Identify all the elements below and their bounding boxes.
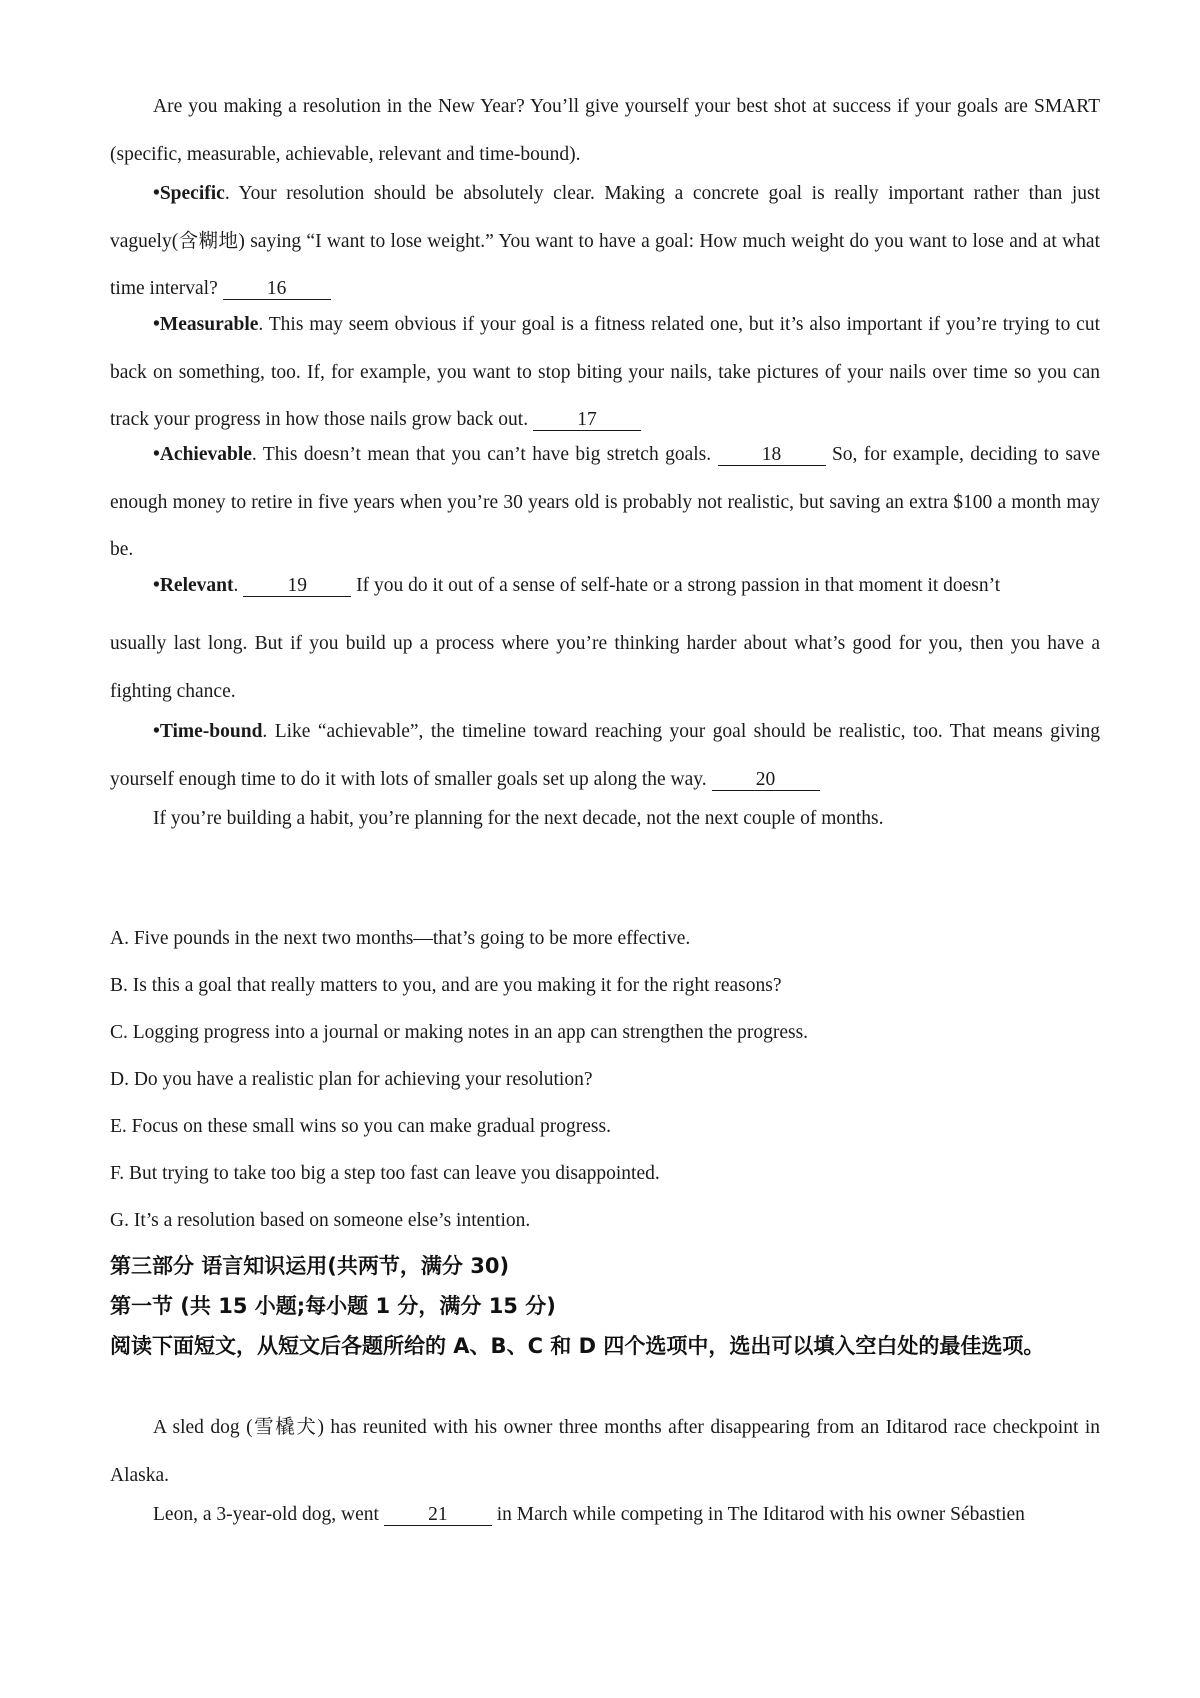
passage2-text: Leon, a 3-year-old dog, went — [153, 1504, 384, 1525]
blank-16: 16 — [223, 279, 331, 300]
section-instructions: 阅读下面短文，从短文后各题所给的 A、B、C 和 D 四个选项中，选出可以填入空白处的最佳选项。 — [110, 1334, 1045, 1358]
blank-17: 17 — [533, 410, 641, 431]
intro-paragraph: Are you making a resolution in the New Year? You’ll give yourself your best shot at success if your goals are SMART (specific, measurable, achievable, relevant and time-bound). — [110, 96, 1100, 165]
blank-21: 21 — [384, 1505, 492, 1526]
passage2-paragraph-2 — [110, 1491, 1100, 1539]
option-f: F. But trying to take too big a step too fast can leave you disappointed. — [110, 1163, 660, 1184]
specific-text: . Your resolution should be absolutely clear. Making a concrete goal is really important rather than just vaguely(含糊地) saying “I want to lose weight.” You want to have a goal: How much weight do you want to lose and at what time interval? — [110, 183, 1100, 299]
relevant-paragraph-cont: usually last long. But if you build up a process where you’re thinking harder about what’s good for you, then you have a fighting chance. — [110, 633, 1100, 702]
option-d: D. Do you have a realistic plan for achieving your resolution? — [110, 1069, 593, 1090]
achievable-text: . This doesn’t mean that you can’t have big stretch goals. — [251, 444, 718, 465]
part-three-title: 第三部分 语言知识运用(共两节，满分 30) — [110, 1254, 510, 1278]
option-e: E. Focus on these small wins so you can make gradual progress. — [110, 1116, 611, 1137]
measurable-paragraph — [110, 301, 1100, 444]
relevant-text-2: If you do it out of a sense of self-hate or a strong passion in that moment it doesn’t — [351, 575, 1001, 596]
achievable-term: •Achievable — [153, 444, 252, 465]
specific-paragraph — [110, 170, 1100, 313]
blank-18: 18 — [718, 445, 826, 466]
passage2-paragraph-1: A sled dog (雪橇犬) has reunited with his owner three months after disappearing from an Iditarod race checkpoint in Alaska. — [110, 1417, 1100, 1486]
option-a: A. Five pounds in the next two months—that’s going to be more effective. — [110, 928, 691, 949]
section-one-title: 第一节 (共 15 小题;每小题 1 分，满分 15 分) — [110, 1294, 556, 1318]
passage2-text-2: in March while competing in The Iditarod with his owner Sébastien — [491, 1504, 1025, 1525]
relevant-paragraph — [110, 562, 1100, 610]
time-bound-paragraph — [110, 708, 1100, 803]
achievable-text-2: So, for example, deciding to save enough money to retire in five years when you’re 30 years old is probably not realistic, but saving an extra $100 a month may be. — [110, 444, 1100, 560]
option-c: C. Logging progress into a journal or making notes in an app can strengthen the progress. — [110, 1022, 809, 1043]
measurable-text: . This may seem obvious if your goal is a fitness related one, but it’s also important if you’re trying to cut back on something, too. If, for example, you want to stop biting your nails, take pictures of your nails over time so you can track your progress in how those nails grow back out. — [110, 314, 1100, 430]
blank-19: 19 — [243, 576, 351, 597]
closing-paragraph: If you’re building a habit, you’re planning for the next decade, not the next couple of months. — [153, 808, 884, 829]
achievable-paragraph — [110, 431, 1100, 574]
relevant-text: . — [233, 575, 244, 596]
option-g: G. It’s a resolution based on someone else’s intention. — [110, 1210, 531, 1231]
relevant-term: •Relevant — [153, 575, 234, 596]
option-b: B. Is this a goal that really matters to you, and are you making it for the right reasons? — [110, 975, 782, 996]
measurable-term: •Measurable — [153, 314, 259, 335]
blank-20: 20 — [712, 770, 820, 791]
time-bound-term: •Time-bound — [153, 721, 263, 742]
time-bound-text: . Like “achievable”, the timeline toward reaching your goal should be realistic, too. That means giving yourself enough time to do it with lots of smaller goals set up along the way. — [110, 721, 1100, 790]
specific-term: •Specific — [153, 183, 225, 204]
